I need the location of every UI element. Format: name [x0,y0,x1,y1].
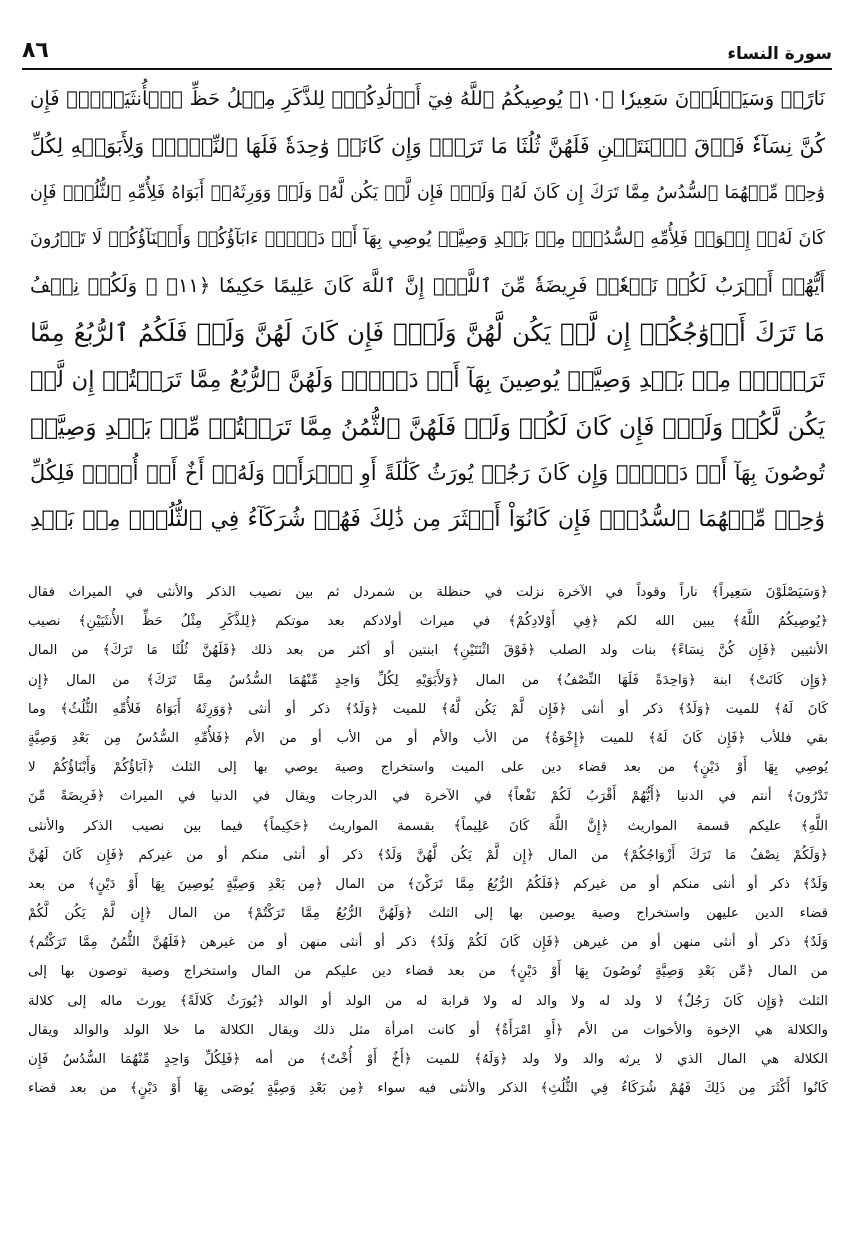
tafsir-line: يُوصِي بِهَا أَوْ دَيْنٍ﴾ من بعد قضاء دين على الميت واستخراج وصية يوصي بها إلى الثلث ﴿آبَاؤُكُمْ وَأَبْنَاؤُكُمْ لا [28,760,828,776]
tafsir-line: كَانُوا أَكْثَرَ مِن ذَلِكَ فَهُمْ شُرَكَاءُ فِي الثُّلُثِ﴾ الذكر والأنثى فيه سواء ﴿مِن بَعْدِ وَصِيَّةٍ يُوصَى بِهَا أَوْ دَيْنٍ﴾ من بعد قضاء [28,1081,828,1097]
tafsir-line: الثلث ﴿وَإِن كَانَ رَجُلٌ﴾ لا ولد له ولا والد له ولا قرابة له من الولد أو الوالد ﴿يُورَثُ كَلالَةً﴾ يورث ماله إلى كلالة [28,993,828,1009]
surah-title: سورة النساء [727,44,832,64]
tafsir-line: كَانَ لَهُ﴾ للميت ﴿وَلَدٌ﴾ ذكر أو أنثى ﴿فَإِن لَّمْ يَكُن لَّهُ﴾ للميت ﴿وَلَدٌ﴾ ذكر أو أنثى ﴿وَوَرِثَهُ أَبَوَاهُ فَلأُمِّهِ الثُّلُثُ﴾ وما [28,701,828,717]
tafsir-line: بقي فللأب ﴿فَإِن كَانَ لَهُ﴾ للميت ﴿إِخْوَةٌ﴾ من الأب والأم أو من الأب أو من الأم ﴿فَلأُمِّهِ السُّدُسُ مِن بَعْدِ وَصِيَّةٍ [28,730,828,746]
tafsir-line: ﴿وَإِن كَانَتْ﴾ ابنة ﴿وَاحِدَةً فَلَهَا النِّصْفُ﴾ من المال ﴿وَلأَبَوَيْهِ لِكُلِّ وَاحِدٍ مِّنْهُمَا السُّدُسُ مِمَّا تَرَكَ﴾ من المال ﴿إِن [28,672,828,688]
tafsir-line: الكلالة هي المال الذي لا يرثه والد ولا ولد ﴿وَلَهُ﴾ للميت ﴿أَخٌ أَوْ أُخْتٌ﴾ من أمه ﴿فَلِكُلِّ وَاحِدٍ مِّنْهُمَا السُّدُسُ فَإِن [28,1052,828,1067]
tafsir-line: تَدْرُونَ﴾ أنتم في الدنيا ﴿أَيُّهُمْ أَقْرَبُ لَكُمْ نَفْعاً﴾ في الآخرة في الدرجات ويقال في الدنيا في الميراث ﴿فَرِيضَةً مِّنَ [28,789,828,805]
quran-line: تَرَكۡنَۚ مِنۢ بَعۡدِ وَصِيَّةٖ يُوصِينَ بِهَآ أَوۡ دَيۡنٖۚ وَلَهُنَّ ٱلرُّبُعُ مِمَّا تَرَكۡتُمۡ إِن لَّمۡ [30,366,825,393]
tafsir-line: الأنثيين ﴿فَإِن كُنَّ نِسَاءً﴾ بنات ولد الصلب ﴿فَوْقَ اثْنَتَيْنِ﴾ ابنتين أو أكثر من بعد ذلك ﴿فَلَهُنَّ ثُلُثَا مَا تَرَكَ﴾ من المال [28,643,828,659]
quran-line: نَارًاۖ وَسَيَصۡلَوۡنَ سَعِيرٗا ﴿١٠﴾ يُوصِيكُمُ ٱللَّهُ فِيٓ أَوۡلَٰدِكُمۡۖ لِلذَّكَرِ مِثۡلُ حَظِّ ٱلۡأُنثَيَيۡنِۚ فَإِن [30,87,825,110]
page-number: ٨٦ [22,38,49,63]
tafsir-line: من المال ﴿مِّن بَعْدِ وَصِيَّةٍ تُوصُونَ بِهَا أَوْ دَيْنٍ﴾ من بعد قضاء دين عليكم من المال واستخراج وصية توصون بها إلى [28,964,828,980]
tafsir-line: وَلَدٌ﴾ ذكر أو أنثى منكم أو من غيركم ﴿فَلَكُمُ الرُّبُعُ مِمَّا تَرَكْنَ﴾ من المال ﴿مِن بَعْدِ وَصِيَّةٍ يُوصِينَ بِهَا أَوْ دَيْنٍ﴾ من بعد [28,876,828,892]
tafsir-line: قضاء الدين عليهن واستخراج وصية يوصين بها إلى الثلث ﴿وَلَهُنَّ الرُّبُعُ مِمَّا تَرَكْتُمْ﴾ من المال ﴿إِن لَّمْ يَكُن لَّكُمْ [28,906,828,922]
tafsir-line: ﴿وَسَيَصْلَوْنَ سَعِيراً﴾ ناراً وقوداً في الآخرة نزلت في حنظلة بن شمردل ثم بين نصيب الذكر والأنثى في الميراث فقال [28,585,828,600]
quran-line: وَٰحِدٖ مِّنۡهُمَا ٱلسُّدُسُۚ فَإِن كَانُوٓاْ أَكۡثَرَ مِن ذَٰلِكَ فَهُمۡ شُرَكَآءُ فِي ٱلثُّلُثِۚ مِنۢ بَعۡدِ [30,507,825,533]
tafsir-line: والكلالة هي الإخوة والأخوات من الأم ﴿أَوِ امْرَأَةٌ﴾ أو كانت امرأة مثل ذلك ويقال الكلالة ما خلا الولد والوالد ويقال [28,1022,828,1038]
page-header [22,38,832,66]
quran-line: تُوصُونَ بِهَآ أَوۡ دَيۡنٖۗ وَإِن كَانَ رَجُلٞ يُورَثُ كَلَٰلَةً أَوِ ٱمۡرَأَةٞ وَلَهُۥٓ أَخٌ أَوۡ أُخۡتٞ فَلِكُلِّ [30,461,825,486]
quran-text-block [30,76,825,544]
header-divider [22,68,832,70]
quran-line: كَانَ لَهُۥٓ إِخۡوَةٞ فَلِأُمِّهِ ٱلسُّدُسُۚ مِنۢ بَعۡدِ وَصِيَّةٖ يُوصِي بِهَآ أَوۡ دَيۡنٍۗ ءَابَآؤُكُمۡ وَأَبۡنَآؤُكُمۡ لَا تَدۡرُونَ [30,229,825,250]
quran-line: كُنَّ نِسَآءٗ فَوۡقَ ٱثۡنَتَيۡنِ فَلَهُنَّ ثُلُثَا مَا تَرَكَۖ وَإِن كَانَتۡ وَٰحِدَةٗ فَلَهَا ٱلنِّصۡفُۚ وَلِأَبَوَيۡهِ لِكُلِّ [30,133,825,158]
tafsir-text-block [28,578,828,1103]
quran-line: أَيُّهُمۡ أَقۡرَبُ لَكُمۡ نَفۡعٗاۚ فَرِيضَةٗ مِّنَ ٱللَّهِۗ إِنَّ ٱللَّهَ كَانَ عَلِيمًا حَكِيمٗا ﴿١١﴾ ۞ وَلَكُمۡ نِصۡفُ [30,274,825,298]
tafsir-line: ﴿يُوصِيكُمُ اللَّهُ﴾ يبين الله لكم ﴿فِي أَوْلادِكُمْ﴾ في ميراث أولادكم بعد موتكم ﴿لِلذَّكَرِ مِثْلُ حَظِّ الأُنثَيَيْنِ﴾ نصيب [28,614,828,630]
tafsir-line: اللَّهِ﴾ عليكم قسمة المواريث ﴿إِنَّ اللَّهَ كَانَ عَلِيماً﴾ بقسمة المواريث ﴿حَكِيماً﴾ فيما بين نصيب الذكر والأنثى [28,818,828,834]
quran-line: وَٰحِدٖ مِّنۡهُمَا ٱلسُّدُسُ مِمَّا تَرَكَ إِن كَانَ لَهُۥ وَلَدٞۚ فَإِن لَّمۡ يَكُن لَّهُۥ وَلَدٞ وَوَرِثَهُۥٓ أَبَوَاهُ فَلِأُمِّهِ ٱلثُّلُثُۚ فَإِن [30,182,825,203]
tafsir-line: ﴿وَلَكُمْ نِصْفُ مَا تَرَكَ أَزْوَاجُكُمْ﴾ من المال ﴿إِن لَّمْ يَكُن لَّهُنَّ وَلَدٌ﴾ ذكر أو أنثى منكم أو من غيركم ﴿فَإِن كَانَ لَهُنَّ [28,847,828,863]
quran-line: مَا تَرَكَ أَزۡوَٰجُكُمۡ إِن لَّمۡ يَكُن لَّهُنَّ وَلَدٞۚ فَإِن كَانَ لَهُنَّ وَلَدٞ فَلَكُمُ ٱلرُّبُعُ مِمَّا [30,317,825,347]
tafsir-line: وَلَدٌ﴾ ذكر أو أنثى منهن أو من غيرهن ﴿فَإِن كَانَ لَكُمْ وَلَدٌ﴾ ذكر أو أنثى منهن أو من غيرهن ﴿فَلَهُنَّ الثُّمُنُ مِمَّا تَرَكْتُم﴾ [28,935,828,951]
quran-line: يَكُن لَّكُمۡ وَلَدٞۚ فَإِن كَانَ لَكُمۡ وَلَدٞ فَلَهُنَّ ٱلثُّمُنُ مِمَّا تَرَكۡتُمۚ مِّنۢ بَعۡدِ وَصِيَّةٖ [30,412,825,441]
